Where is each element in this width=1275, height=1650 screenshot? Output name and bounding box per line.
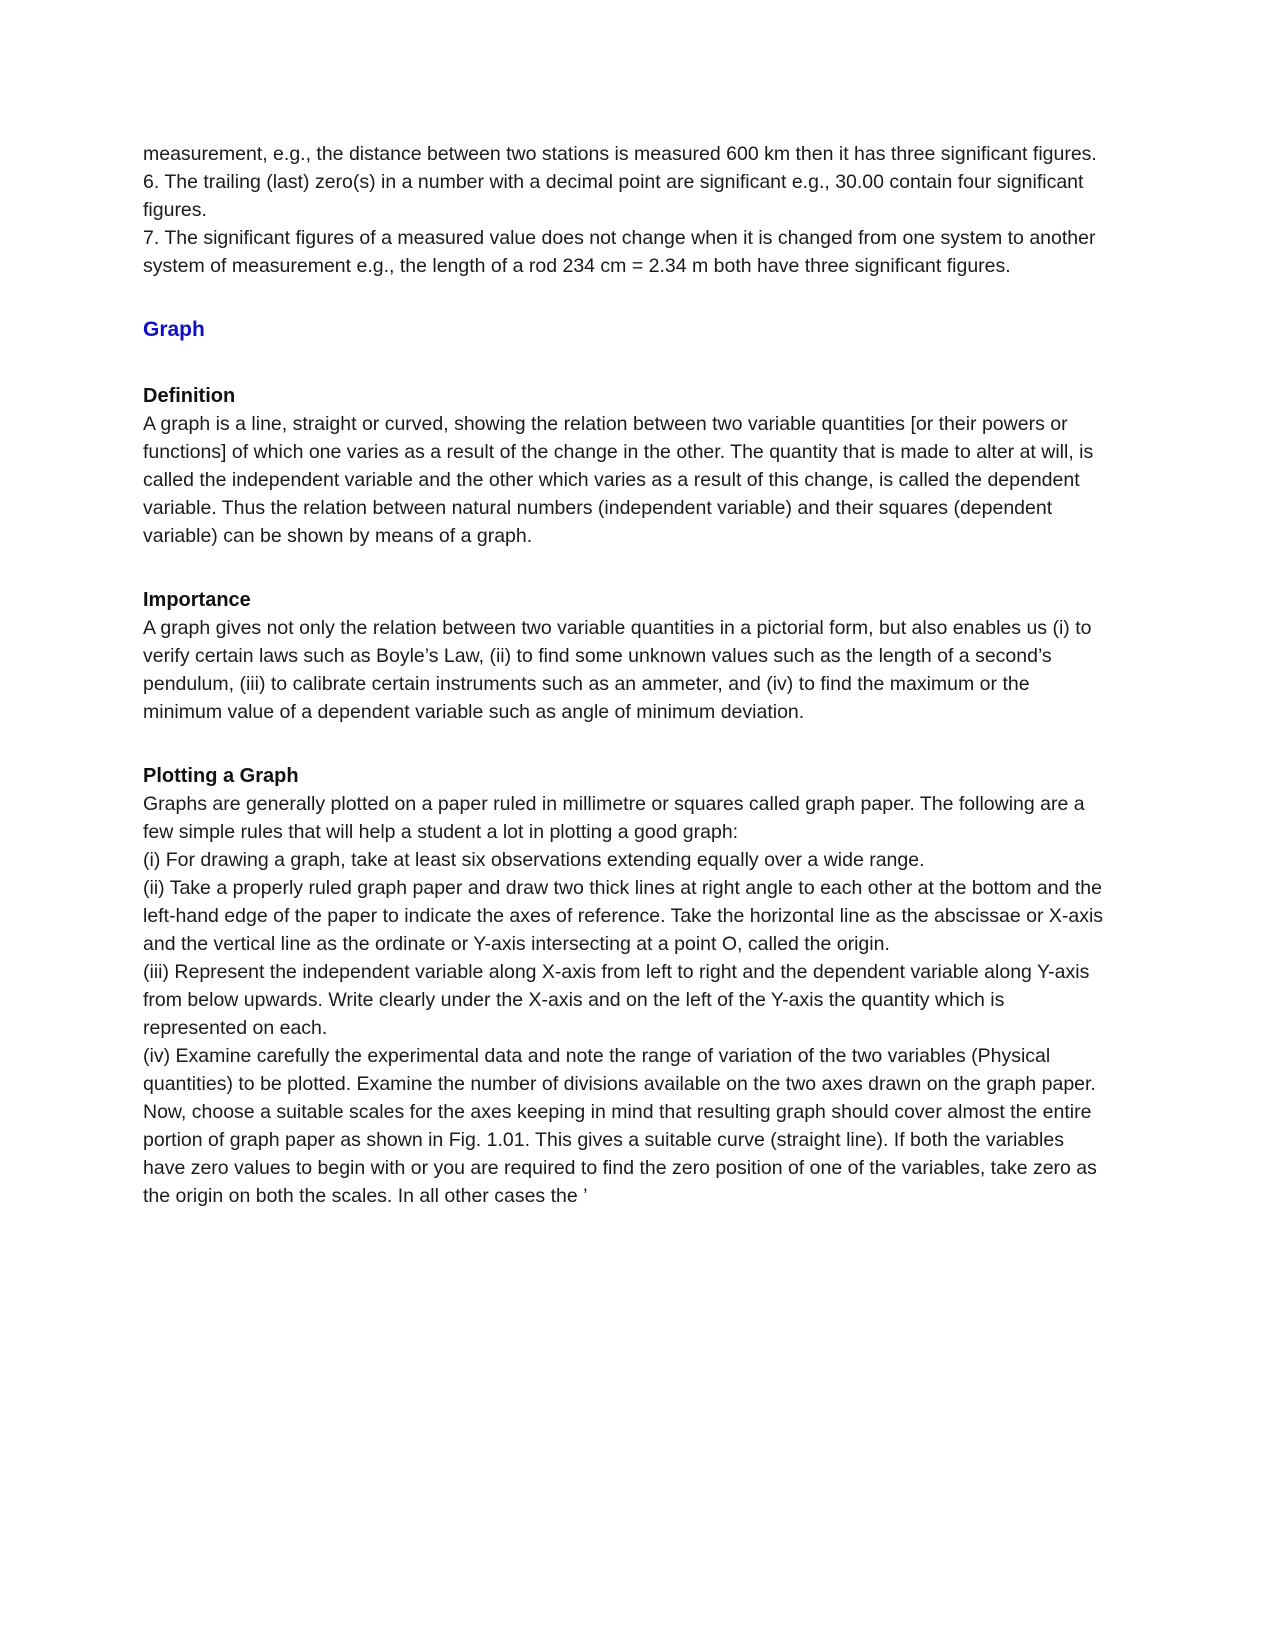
section-importance [143, 586, 1110, 726]
plotting-rule-i: (i) For drawing a graph, take at least six observations extending equally over a wide range. [143, 849, 925, 871]
definition-heading: Definition [143, 385, 236, 407]
plotting-rule-ii: (ii) Take a properly ruled graph paper and draw two thick lines at right angle to each other at the bottom and the left-hand edge of the paper to indicate the axes of reference. Take the horizontal line as the abscissae or X-axis and the vertical line as the ordinate or Y-axis intersecting at a point O, called the origin. [143, 877, 1104, 955]
importance-body: A graph gives not only the relation between two variable quantities in a pictorial form, but also enables us (i) to verify certain laws such as Boyle’s Law, (ii) to find some unknown values such as the length of a second’s pendulum, (iii) to calibrate certain instruments such as an ammeter, and (iv) to find the maximum or the minimum value of a dependent variable such as angle of minimum deviation. [143, 617, 1092, 723]
section-definition [143, 382, 1110, 550]
sig-figs-continuation-paragraph: measurement, e.g., the distance between two stations is measured 600 km then it has three significant figures. [143, 143, 1097, 165]
plotting-heading: Plotting a Graph [143, 765, 299, 787]
section-significant-figures [143, 140, 1110, 280]
plotting-intro: Graphs are generally plotted on a paper ruled in millimetre or squares called graph paper. The following are a few simple rules that will help a student a lot in plotting a good graph: [143, 793, 1085, 843]
plotting-rule-iii: (iii) Represent the independent variable along X-axis from left to right and the dependent variable along Y-axis from below upwards. Write clearly under the X-axis and on the left of the Y-axis the quantity which is represented on each. [143, 961, 1090, 1039]
sig-figs-rule-7: 7. The significant figures of a measured value does not change when it is changed from one system to another system of measurement e.g., the length of a rod 234 cm = 2.34 m both have three significant figures. [143, 227, 1096, 277]
importance-heading: Importance [143, 589, 251, 611]
plotting-rule-iv: (iv) Examine carefully the experimental data and note the range of variation of the two variables (Physical quantities) to be plotted. Examine the number of divisions available on the two axes drawn on the graph paper. Now, choose a suitable scales for the axes keeping in mind that resulting graph should cover almost the entire portion of graph paper as shown in Fig. 1.01. This gives a suitable curve (straight line). If both the variables have zero values to begin with or you are required to find the zero position of one of the variables, take zero as the origin on both the scales. In all other cases the ’ [143, 1045, 1097, 1207]
definition-body: A graph is a line, straight or curved, showing the relation between two variable quantities [or their powers or functions] of which one varies as a result of the change in the other. The quantity that is made to alter at will, is called the independent variable and the other which varies as a result of this change, is called the dependent variable. Thus the relation between natural numbers (independent variable) and their squares (dependent variable) can be shown by means of a graph. [143, 413, 1094, 547]
sig-figs-rule-6: 6. The trailing (last) zero(s) in a number with a decimal point are significant e.g., 30.00 contain four significant figures. [143, 171, 1084, 221]
section-plotting-a-graph [143, 762, 1110, 1210]
graph-section-title: Graph [143, 318, 205, 341]
